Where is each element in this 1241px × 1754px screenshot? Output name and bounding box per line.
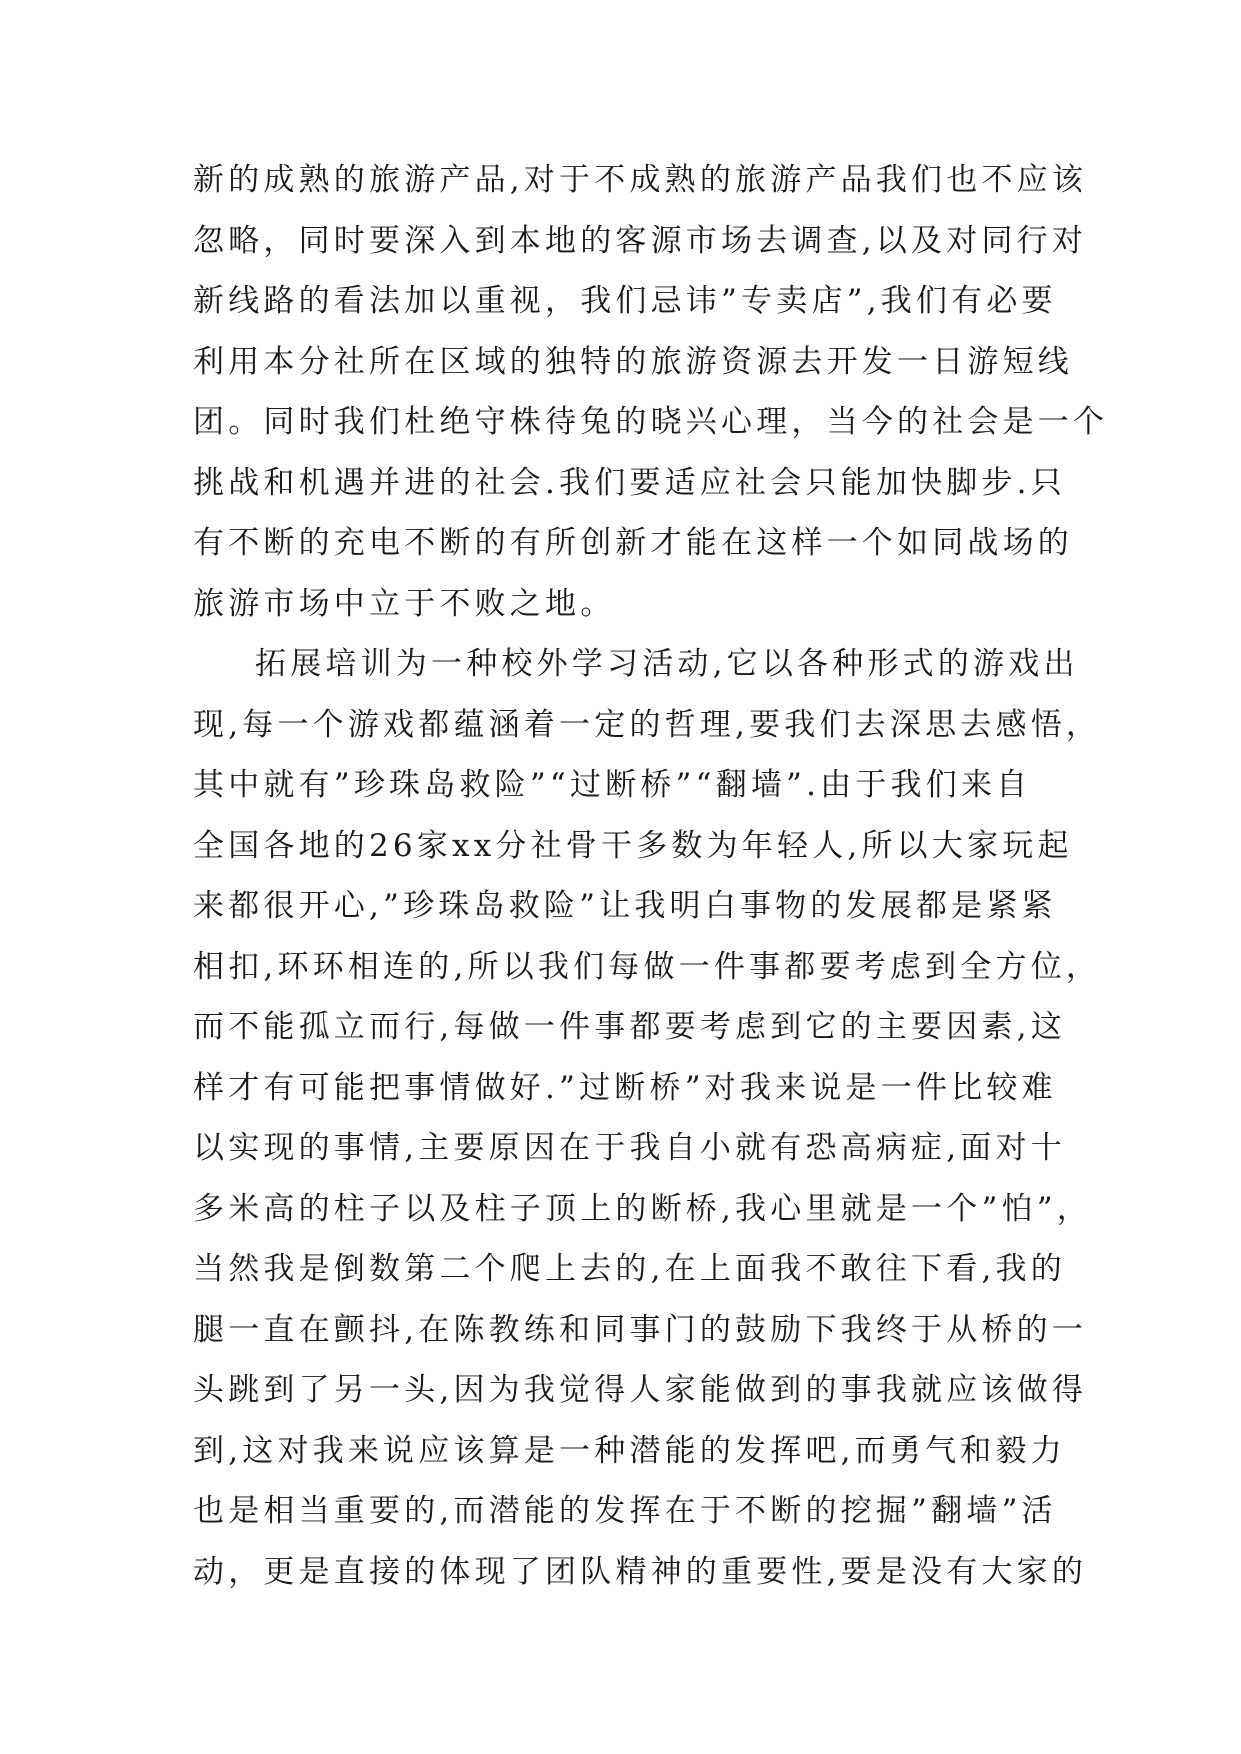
paragraph-line: 而不能孤立而行,每做一件事都要考虑到它的主要因素,这: [193, 1009, 1066, 1045]
paragraph-line: 有不断的充电不断的有所创新才能在这样一个如同战场的: [193, 525, 1073, 561]
paragraph-line: 挑战和机遇并进的社会.我们要适应社会只能加快脚步.只: [193, 464, 1066, 501]
paragraph-line: 新的成熟的旅游产品,对于不成熟的旅游产品我们也不应该: [193, 162, 1088, 198]
paragraph-line: 全国各地的26家xx分社骨干多数为年轻人,所以大家玩起: [193, 827, 1073, 864]
paragraph-line: 以实现的事情,主要原因在于我自小就有恐高病症,面对十: [193, 1130, 1066, 1166]
paragraph-line: 动，更是直接的体现了团队精神的重要性,要是没有大家的: [193, 1553, 1088, 1590]
paragraph-line: 现,每一个游戏都蕴涵着一定的哲理,要我们去深思去感悟，: [193, 706, 1102, 743]
paragraph-line: 团。同时我们杜绝守株待兔的晓兴心理，当今的社会是一个: [193, 404, 1109, 440]
paragraph-line: 旅游市场中立于不败之地。: [193, 585, 616, 622]
paragraph-line: 忽略，同时要深入到本地的客源市场去调查,以及对同行对: [193, 222, 1088, 259]
paragraph-line: 头跳到了另一头,因为我觉得人家能做到的事我就应该做得: [193, 1372, 1088, 1408]
paragraph-line: 拓展培训为一种校外学习活动,它以各种形式的游戏出: [255, 646, 1079, 682]
paragraph-2: [193, 634, 1102, 1602]
document-body: [193, 150, 1109, 1602]
paragraph-line: 利用本分社所在区域的独特的旅游资源去开发一日游短线: [193, 343, 1073, 380]
paragraph-1: [193, 150, 1109, 634]
paragraph-line: 腿一直在颤抖,在陈教练和同事门的鼓励下我终于从桥的一: [193, 1311, 1088, 1348]
paragraph-line: 其中就有”珍珠岛救险”“过断桥”“翻墙”.由于我们来自: [193, 767, 1032, 803]
paragraph-line: 新线路的看法加以重视，我们忌讳”专卖店”,我们有必要: [193, 283, 1057, 319]
paragraph-line: 样才有可能把事情做好.”过断桥”对我来说是一件比较难: [193, 1069, 1057, 1106]
paragraph-line: 来都很开心,”珍珠岛救险”让我明白事物的发展都是紧紧: [193, 888, 1057, 924]
paragraph-line: 当然我是倒数第二个爬上去的,在上面我不敢往下看,我的: [193, 1251, 1066, 1287]
paragraph-line: 也是相当重要的,而潜能的发挥在于不断的挖掘”翻墙”活: [193, 1493, 1057, 1529]
paragraph-line: 到,这对我来说应该算是一种潜能的发挥吧,而勇气和毅力: [193, 1432, 1066, 1469]
paragraph-line: 多米高的柱子以及柱子顶上的断桥,我心里就是一个”怕”，: [193, 1190, 1092, 1227]
paragraph-line: 相扣,环环相连的,所以我们每做一件事都要考虑到全方位，: [193, 948, 1102, 985]
